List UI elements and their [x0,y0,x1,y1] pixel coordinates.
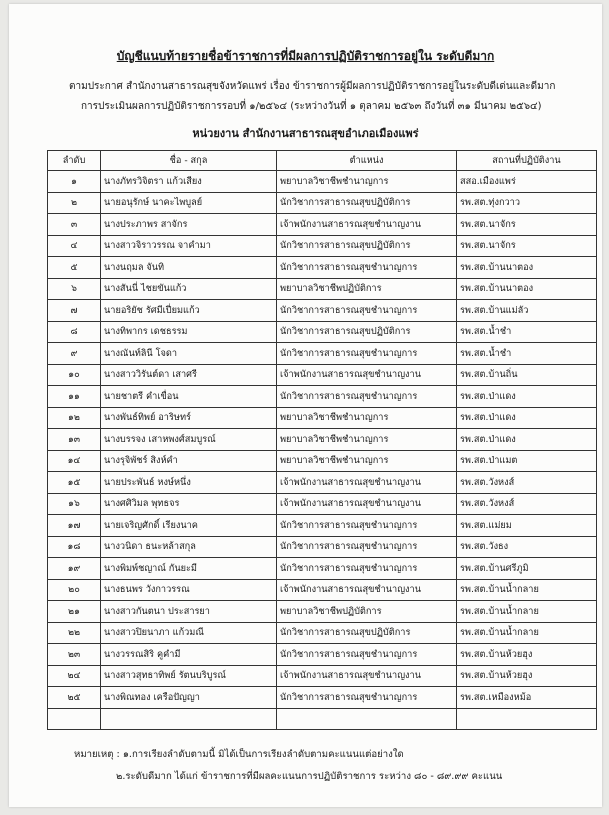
remarks [74,744,502,788]
row-number: ๑๑ [48,386,101,408]
table-row-empty [48,708,597,730]
row-position: พยาบาลวิชาชีพชำนาญการ [277,450,457,472]
staff-table [47,150,597,730]
row-number: ๒๑ [48,601,101,623]
row-position: นักวิชาการสาธารณสุขชำนาญการ [277,558,457,580]
row-workplace: รพ.สต.บ้านน้ำกลาย [457,579,597,601]
row-position: พยาบาลวิชาชีพปฏิบัติการ [277,278,457,300]
table-row [48,515,597,537]
row-workplace: รพ.สต.บ้านนาตอง [457,278,597,300]
table-row [48,665,597,687]
table-row [48,601,597,623]
table-row [48,321,597,343]
table-row [48,472,597,494]
empty-cell [457,708,597,730]
row-position: เจ้าพนักงานสาธารณสุขชำนาญงาน [277,665,457,687]
empty-cell [101,708,277,730]
row-position: นักวิชาการสาธารณสุขปฏิบัติการ [277,321,457,343]
row-workplace: รพ.สต.ป่าแดง [457,407,597,429]
row-position: นักวิชาการสาธารณสุขชำนาญการ [277,343,457,365]
row-name: นางบรรจง เสาหพงศ์สมบูรณ์ [101,429,277,451]
row-name: นายประพันธ์ หงษ์หนึ่ง [101,472,277,494]
table-row [48,644,597,666]
row-workplace: รพ.สต.บ้านแม่ลัว [457,300,597,322]
row-number: ๑๖ [48,493,101,515]
table-row [48,558,597,580]
row-position: พยาบาลวิชาชีพปฏิบัติการ [277,601,457,623]
row-position: นักวิชาการสาธารณสุขชำนาญการ [277,644,457,666]
row-number: ๕ [48,257,101,279]
row-number: ๒๔ [48,665,101,687]
row-workplace: รพ.สต.เหมืองหม้อ [457,687,597,709]
row-number: ๑๗ [48,515,101,537]
column-header-position: ตำแหน่ง [277,151,457,171]
row-name: นางวนิดา ธนะหล้าสกุล [101,536,277,558]
table-row [48,192,597,214]
row-number: ๓ [48,214,101,236]
row-number: ๘ [48,321,101,343]
row-number: ๗ [48,300,101,322]
row-position: นักวิชาการสาธารณสุขปฏิบัติการ [277,622,457,644]
table-row [48,343,597,365]
row-position: พยาบาลวิชาชีพชำนาญการ [277,429,457,451]
row-workplace: รพ.สต.บ้านห้วยฮุง [457,644,597,666]
table-row [48,450,597,472]
row-name: นายอริยัช รัศมีเปี่ยมแก้ว [101,300,277,322]
row-workplace: รพ.สต.ป่าแดง [457,386,597,408]
row-workplace: รพ.สต.ทุ่งกวาว [457,192,597,214]
table-row [48,214,597,236]
table-row [48,622,597,644]
row-name: นายชาตรี คำเขื่อน [101,386,277,408]
row-position: เจ้าพนักงานสาธารณสุขชำนาญงาน [277,579,457,601]
row-workplace: รพ.สต.นาจักร [457,214,597,236]
row-workplace: รพ.สต.วังหงส์ [457,472,597,494]
table-body [48,171,597,730]
row-number: ๔ [48,235,101,257]
remark-1: หมายเหตุ : ๑.การเรียงลำดับตามนี้ มิได้เป็นการเรียงลำดับตามคะแนนแต่อย่างใด [74,749,404,760]
row-position: นักวิชาการสาธารณสุขชำนาญการ [277,386,457,408]
table-row [48,257,597,279]
row-number: ๑๒ [48,407,101,429]
row-number: ๒๒ [48,622,101,644]
row-name: นางพิณทอง เครือปัญญา [101,687,277,709]
table-row [48,687,597,709]
remark-2: ๒.ระดับดีมาก ได้แก่ ข้าราชการที่มีผลคะแนนการปฏิบัติราชการ ระหว่าง ๘๐ - ๘๙.๙๙ คะแนน [116,771,503,782]
row-name: นางพิมพ์ชญาณ์ กันยะมี [101,558,277,580]
row-number: ๒๓ [48,644,101,666]
row-name: นางศศิวิมล พุทธจร [101,493,277,515]
announcement-line-2: การประเมินผลการปฏิบัติราชการรอบที่ ๑/๒๕๖๔ (ระหว่างวันที่ ๑ ตุลาคม ๒๕๖๓ ถึงวันที่ ๓๑ มีนาคม ๒๕๖๔) [81,101,542,112]
table-row [48,579,597,601]
row-position: พยาบาลวิชาชีพชำนาญการ [277,171,457,193]
row-workplace: รพ.สต.แม่ยม [457,515,597,537]
table-row [48,429,597,451]
column-header-name: ชื่อ - สกุล [101,151,277,171]
table-row [48,300,597,322]
row-name: นางภัทรวิจิตรา แก้วเสียง [101,171,277,193]
row-number: ๑๓ [48,429,101,451]
row-workplace: รพ.สต.บ้านถิ่น [457,364,597,386]
row-name: นางทิพากร เดชธรรม [101,321,277,343]
row-name: นางสาววิรันต์ดา เสาศรี [101,364,277,386]
row-position: นักวิชาการสาธารณสุขชำนาญการ [277,515,457,537]
row-position: เจ้าพนักงานสาธารณสุขชำนาญงาน [277,493,457,515]
row-position: พยาบาลวิชาชีพชำนาญการ [277,407,457,429]
row-workplace: รพ.สต.นาจักร [457,235,597,257]
row-number: ๑๕ [48,472,101,494]
table-row [48,171,597,193]
row-name: นางณันท์ลินี โจดา [101,343,277,365]
row-name: นางพันธ์ทิพย์ อาริษทร์ [101,407,277,429]
row-name: นางประภาพร สาจักร [101,214,277,236]
row-number: ๑๔ [48,450,101,472]
row-workplace: รพ.สต.ป่าแดง [457,429,597,451]
row-position: นักวิชาการสาธารณสุขปฏิบัติการ [277,235,457,257]
row-number: ๑๙ [48,558,101,580]
row-workplace: รพ.สต.น้ำชำ [457,321,597,343]
document-title: บัญชีแนบท้ายรายชื่อข้าราชการที่มีผลการปฏิบัติราชการอยู่ใน ระดับดีมาก [116,49,495,63]
row-position: นักวิชาการสาธารณสุขปฏิบัติการ [277,192,457,214]
column-header-workplace: สถานที่ปฏิบัติงาน [457,151,597,171]
row-name: นางวรรณสิริ คูคำมี [101,644,277,666]
empty-cell [277,708,457,730]
row-workplace: รพ.สต.บ้านน้ำกลาย [457,622,597,644]
row-position: นักวิชาการสาธารณสุขชำนาญการ [277,257,457,279]
row-position: นักวิชาการสาธารณสุขชำนาญการ [277,687,457,709]
row-workplace: รพ.สต.บ้านนาตอง [457,257,597,279]
table-row [48,235,597,257]
row-position: เจ้าพนักงานสาธารณสุขชำนาญงาน [277,472,457,494]
row-workplace: สสอ.เมืองแพร่ [457,171,597,193]
row-name: นายอนุรักษ์ นาคะไพบูลย์ [101,192,277,214]
row-workplace: รพ.สต.ป่าแมต [457,450,597,472]
row-number: ๑๘ [48,536,101,558]
table-row [48,278,597,300]
document-page [9,4,602,807]
row-name: นายเจริญศักดิ์ เรียงนาค [101,515,277,537]
row-name: นางรุจิพัชร์ สิงห์คำ [101,450,277,472]
row-workplace: รพ.สต.บ้านศรีภูมิ [457,558,597,580]
row-name: นางธนพร วังกาวรรณ [101,579,277,601]
row-position: นักวิชาการสาธารณสุขชำนาญการ [277,536,457,558]
row-position: เจ้าพนักงานสาธารณสุขชำนาญงาน [277,364,457,386]
row-workplace: รพ.สต.วังหงส์ [457,493,597,515]
column-header-number: ลำดับ [48,151,101,171]
row-number: ๒ [48,192,101,214]
row-workplace: รพ.สต.บ้านห้วยฮุง [457,665,597,687]
row-number: ๙ [48,343,101,365]
empty-cell [48,708,101,730]
row-number: ๒๕ [48,687,101,709]
table-row [48,536,597,558]
row-number: ๒๐ [48,579,101,601]
row-position: เจ้าพนักงานสาธารณสุขชำนาญงาน [277,214,457,236]
row-workplace: รพ.สต.วังธง [457,536,597,558]
table-row [48,407,597,429]
announcement-line-1: ตามประกาศ สำนักงานสาธารณสุขจังหวัดแพร่ เรื่อง ข้าราชการผู้มีผลการปฏิบัติราชการอยู่ในระดับดีเด่นและดีมาก [69,81,556,92]
row-number: ๑๐ [48,364,101,386]
row-number: ๖ [48,278,101,300]
row-name: นางสาวสุทธาทิพย์ รัตนบริบูรณ์ [101,665,277,687]
table-header-row [48,151,597,171]
row-workplace: รพ.สต.บ้านน้ำกลาย [457,601,597,623]
row-position: นักวิชาการสาธารณสุขชำนาญการ [277,300,457,322]
row-name: นางนฤมล จันทิ [101,257,277,279]
row-name: นางสาวจิราวรรณ จาคำมา [101,235,277,257]
table-row [48,386,597,408]
row-workplace: รพ.สต.น้ำชำ [457,343,597,365]
row-name: นางสาวกันตนา ประสารยา [101,601,277,623]
row-number: ๑ [48,171,101,193]
table-row [48,493,597,515]
table-row [48,364,597,386]
row-name: นางสาวปิยนาภา แก้วมณี [101,622,277,644]
row-name: นางสันนี่ ไชยขันแก้ว [101,278,277,300]
agency-unit: หน่วยงาน สำนักงานสาธารณสุขอำเภอเมืองแพร่ [192,127,419,140]
